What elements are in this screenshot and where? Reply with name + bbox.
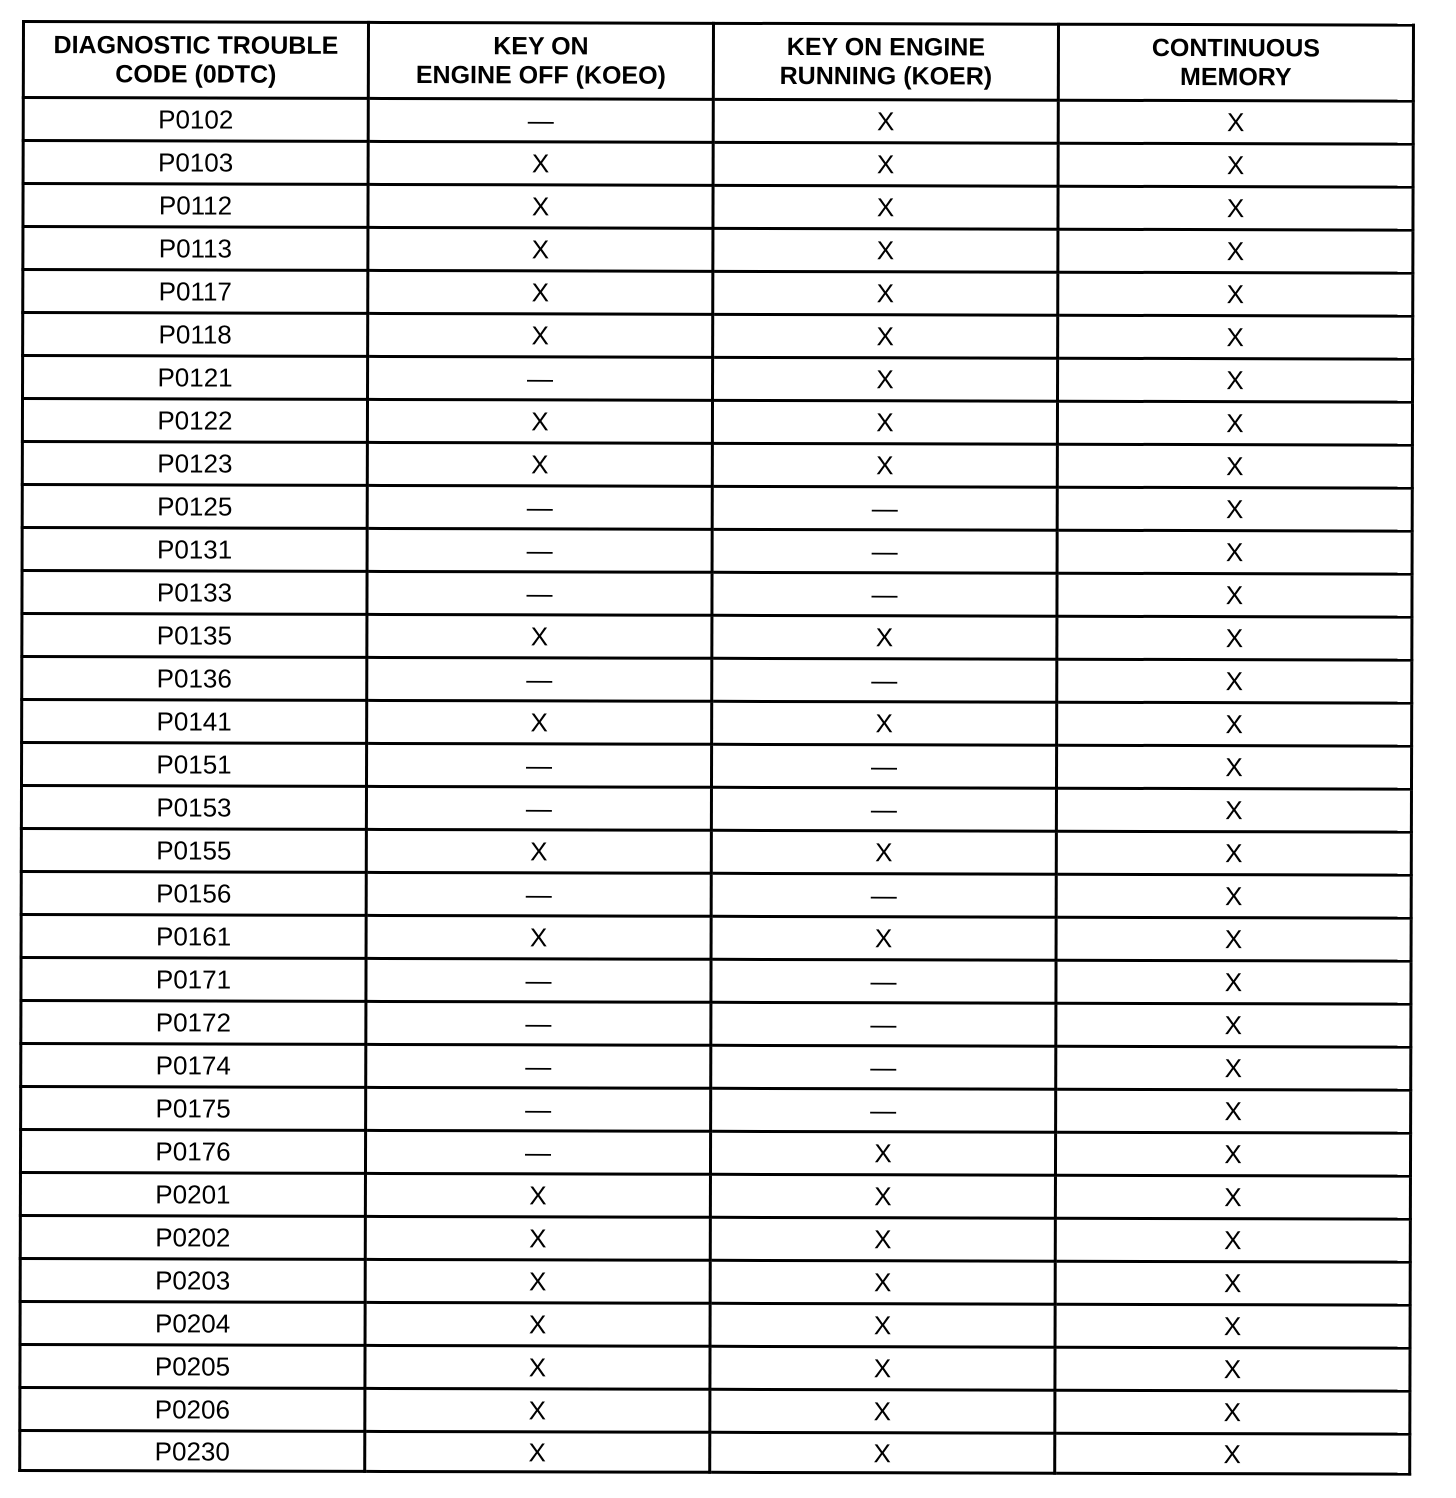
dtc-table bbox=[18, 20, 1415, 1476]
cell-dtc-code: P0172 bbox=[21, 1001, 366, 1045]
cell-koer: X bbox=[712, 615, 1057, 659]
cell-dtc-code: P0141 bbox=[22, 700, 367, 744]
cell-continuous-memory: X bbox=[1055, 1433, 1410, 1474]
cell-dtc-code: P0122 bbox=[22, 399, 367, 443]
cell-dtc-code: P0135 bbox=[22, 614, 367, 658]
cell-koeo: X bbox=[367, 700, 712, 744]
cell-koeo: — bbox=[366, 1001, 711, 1045]
cell-continuous-memory: X bbox=[1055, 1218, 1410, 1262]
header-line: DIAGNOSTIC TROUBLE bbox=[53, 30, 339, 60]
cell-koeo: — bbox=[366, 1044, 711, 1088]
cell-koer: — bbox=[711, 787, 1056, 831]
cell-dtc-code: P0103 bbox=[23, 141, 368, 185]
cell-dtc-code: P0201 bbox=[20, 1173, 365, 1217]
cell-continuous-memory: X bbox=[1058, 229, 1413, 273]
table-row bbox=[21, 958, 1411, 1005]
cell-koeo: X bbox=[365, 1216, 710, 1260]
table-row bbox=[23, 313, 1413, 360]
cell-dtc-code: P0121 bbox=[23, 356, 368, 400]
cell-continuous-memory: X bbox=[1057, 401, 1412, 445]
header-koeo bbox=[368, 22, 713, 99]
cell-dtc-code: P0112 bbox=[23, 184, 368, 228]
cell-koeo: — bbox=[368, 98, 713, 142]
cell-koeo: X bbox=[365, 1302, 710, 1346]
table-row bbox=[21, 1044, 1411, 1091]
cell-continuous-memory: X bbox=[1056, 960, 1411, 1004]
cell-continuous-memory: X bbox=[1056, 874, 1411, 918]
table-row bbox=[22, 700, 1412, 747]
cell-continuous-memory: X bbox=[1056, 745, 1411, 789]
table-row bbox=[22, 571, 1412, 618]
cell-koeo: X bbox=[365, 1259, 710, 1303]
cell-continuous-memory: X bbox=[1057, 702, 1412, 746]
cell-koer: X bbox=[712, 701, 1057, 745]
cell-koeo: X bbox=[368, 227, 713, 271]
table-row bbox=[22, 399, 1412, 446]
cell-continuous-memory: X bbox=[1056, 831, 1411, 875]
cell-koer: — bbox=[711, 1088, 1056, 1132]
cell-koeo: X bbox=[366, 915, 711, 959]
cell-koeo: — bbox=[365, 1130, 710, 1174]
cell-koer: X bbox=[713, 142, 1058, 186]
table-row bbox=[23, 184, 1413, 231]
cell-koer: X bbox=[713, 357, 1058, 401]
cell-koeo: X bbox=[365, 1345, 710, 1389]
cell-dtc-code: P0133 bbox=[22, 571, 367, 615]
cell-continuous-memory: X bbox=[1055, 1175, 1410, 1219]
cell-continuous-memory: X bbox=[1058, 315, 1413, 359]
cell-continuous-memory: X bbox=[1058, 272, 1413, 316]
cell-koer: — bbox=[711, 1002, 1056, 1046]
table-row bbox=[23, 270, 1413, 317]
cell-koer: — bbox=[711, 1045, 1056, 1089]
cell-koeo: X bbox=[367, 399, 712, 443]
table-row bbox=[20, 1130, 1410, 1177]
cell-dtc-code: P0155 bbox=[21, 829, 366, 873]
cell-koer: — bbox=[711, 873, 1056, 917]
cell-continuous-memory: X bbox=[1057, 616, 1412, 660]
cell-koer: X bbox=[712, 443, 1057, 487]
header-line: CODE (0DTC) bbox=[115, 59, 277, 89]
cell-koer: — bbox=[711, 744, 1056, 788]
cell-continuous-memory: X bbox=[1057, 530, 1412, 574]
cell-dtc-code: P0161 bbox=[21, 915, 366, 959]
cell-continuous-memory: X bbox=[1057, 444, 1412, 488]
cell-continuous-memory: X bbox=[1058, 358, 1413, 402]
cell-koer: — bbox=[711, 959, 1056, 1003]
table-row bbox=[20, 1387, 1410, 1434]
header-line: CONTINUOUS bbox=[1151, 33, 1320, 62]
cell-koer: X bbox=[713, 99, 1058, 143]
cell-dtc-code: P0118 bbox=[23, 313, 368, 357]
cell-continuous-memory: X bbox=[1055, 1132, 1410, 1176]
table-row bbox=[21, 743, 1411, 790]
cell-koeo: — bbox=[367, 528, 712, 572]
table-row bbox=[22, 485, 1412, 532]
header-row bbox=[23, 22, 1413, 102]
header-dtc bbox=[23, 22, 368, 99]
cell-koeo: X bbox=[365, 1173, 710, 1217]
table-row bbox=[21, 829, 1411, 876]
table-row bbox=[21, 1001, 1411, 1048]
cell-continuous-memory: X bbox=[1056, 1089, 1411, 1133]
cell-dtc-code: P0131 bbox=[22, 528, 367, 572]
cell-continuous-memory: X bbox=[1055, 1347, 1410, 1391]
cell-dtc-code: P0174 bbox=[21, 1044, 366, 1088]
cell-continuous-memory: X bbox=[1055, 1390, 1410, 1434]
cell-continuous-memory: X bbox=[1055, 1304, 1410, 1348]
cell-continuous-memory: X bbox=[1057, 487, 1412, 531]
table-row bbox=[21, 872, 1411, 919]
cell-koeo: — bbox=[366, 743, 711, 787]
cell-continuous-memory: X bbox=[1057, 573, 1412, 617]
cell-koeo: — bbox=[366, 872, 711, 916]
header-line: KEY ON bbox=[493, 31, 589, 60]
cell-dtc-code: P0206 bbox=[20, 1387, 365, 1431]
table-row bbox=[21, 1087, 1411, 1134]
cell-continuous-memory: X bbox=[1056, 917, 1411, 961]
cell-koer: X bbox=[710, 1217, 1055, 1261]
cell-dtc-code: P0153 bbox=[21, 786, 366, 830]
cell-continuous-memory: X bbox=[1057, 659, 1412, 703]
cell-koer: X bbox=[710, 1131, 1055, 1175]
table-row bbox=[20, 1301, 1410, 1348]
table-row bbox=[22, 657, 1412, 704]
cell-dtc-code: P0202 bbox=[20, 1215, 365, 1259]
header-line: MEMORY bbox=[1180, 62, 1292, 91]
cell-dtc-code: P0203 bbox=[20, 1258, 365, 1302]
header-continuous-memory bbox=[1058, 24, 1413, 101]
cell-continuous-memory: X bbox=[1056, 788, 1411, 832]
cell-dtc-code: P0102 bbox=[23, 98, 368, 142]
cell-koer: X bbox=[710, 1389, 1055, 1433]
cell-koer: X bbox=[713, 185, 1058, 229]
header-koer bbox=[713, 23, 1058, 100]
cell-koeo: — bbox=[366, 1087, 711, 1131]
cell-koer: X bbox=[711, 916, 1056, 960]
cell-koeo: — bbox=[367, 485, 712, 529]
table-row bbox=[22, 614, 1412, 661]
table-row bbox=[23, 141, 1413, 188]
cell-dtc-code: P0230 bbox=[20, 1430, 365, 1471]
cell-dtc-code: P0204 bbox=[20, 1301, 365, 1345]
table-row bbox=[20, 1344, 1410, 1391]
header-line: KEY ON ENGINE bbox=[786, 32, 986, 62]
cell-continuous-memory: X bbox=[1055, 1261, 1410, 1305]
cell-dtc-code: P0175 bbox=[21, 1087, 366, 1131]
table-row bbox=[22, 528, 1412, 575]
table-row bbox=[23, 98, 1413, 145]
cell-koer: X bbox=[710, 1346, 1055, 1390]
cell-koer: — bbox=[712, 572, 1057, 616]
cell-dtc-code: P0176 bbox=[20, 1130, 365, 1174]
cell-koeo: — bbox=[366, 958, 711, 1002]
table-row bbox=[23, 227, 1413, 274]
table-row bbox=[21, 786, 1411, 833]
cell-dtc-code: P0156 bbox=[21, 872, 366, 916]
cell-koeo: X bbox=[367, 442, 712, 486]
cell-dtc-code: P0113 bbox=[23, 227, 368, 271]
cell-continuous-memory: X bbox=[1056, 1003, 1411, 1047]
cell-continuous-memory: X bbox=[1058, 186, 1413, 230]
cell-koeo: X bbox=[365, 1388, 710, 1432]
cell-koer: X bbox=[713, 228, 1058, 272]
table-row bbox=[22, 442, 1412, 489]
cell-koer: X bbox=[713, 271, 1058, 315]
cell-koeo: — bbox=[367, 571, 712, 615]
cell-koer: — bbox=[712, 529, 1057, 573]
cell-koer: X bbox=[710, 1303, 1055, 1347]
cell-continuous-memory: X bbox=[1058, 143, 1413, 187]
cell-continuous-memory: X bbox=[1056, 1046, 1411, 1090]
cell-koeo: X bbox=[367, 614, 712, 658]
table-row bbox=[20, 1215, 1410, 1262]
cell-koer: X bbox=[710, 1174, 1055, 1218]
cell-koer: X bbox=[710, 1260, 1055, 1304]
cell-dtc-code: P0151 bbox=[21, 743, 366, 787]
cell-koeo: X bbox=[368, 141, 713, 185]
table-body bbox=[20, 98, 1414, 1475]
cell-dtc-code: P0125 bbox=[22, 485, 367, 529]
cell-continuous-memory: X bbox=[1058, 100, 1413, 144]
cell-koer: X bbox=[713, 314, 1058, 358]
cell-dtc-code: P0205 bbox=[20, 1344, 365, 1388]
cell-dtc-code: P0171 bbox=[21, 958, 366, 1002]
cell-koeo: — bbox=[368, 356, 713, 400]
cell-dtc-code: P0136 bbox=[22, 657, 367, 701]
cell-koeo: X bbox=[366, 829, 711, 873]
table-row bbox=[20, 1430, 1410, 1474]
cell-koer: X bbox=[710, 1432, 1055, 1473]
cell-dtc-code: P0117 bbox=[23, 270, 368, 314]
cell-koer: X bbox=[712, 400, 1057, 444]
cell-koer: X bbox=[711, 830, 1056, 874]
cell-dtc-code: P0123 bbox=[22, 442, 367, 486]
cell-koeo: X bbox=[368, 270, 713, 314]
cell-koeo: — bbox=[366, 786, 711, 830]
cell-koer: — bbox=[712, 486, 1057, 530]
cell-koeo: — bbox=[367, 657, 712, 701]
table-row bbox=[20, 1258, 1410, 1305]
cell-koeo: X bbox=[365, 1431, 710, 1472]
table-row bbox=[23, 356, 1413, 403]
table-row bbox=[20, 1173, 1410, 1220]
cell-koeo: X bbox=[368, 184, 713, 228]
header-line: ENGINE OFF (KOEO) bbox=[415, 60, 666, 90]
table-row bbox=[21, 915, 1411, 962]
cell-koeo: X bbox=[368, 313, 713, 357]
header-line: RUNNING (KOER) bbox=[779, 61, 993, 91]
cell-koer: — bbox=[712, 658, 1057, 702]
